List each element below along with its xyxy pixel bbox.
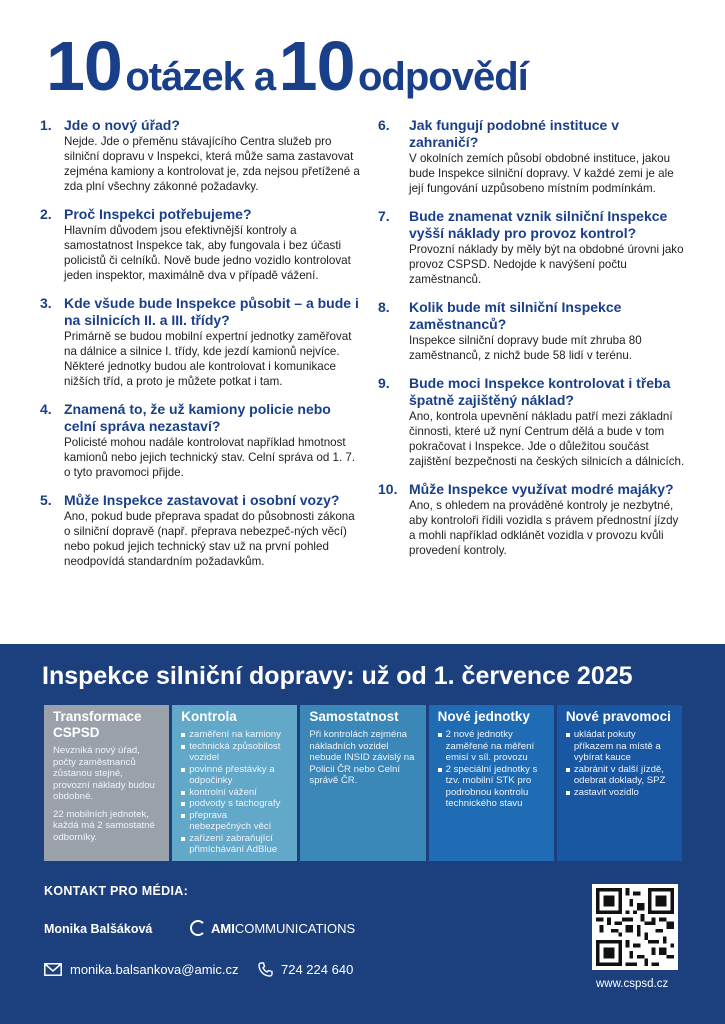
question-number: 5. — [40, 492, 52, 508]
card-paragraph: Nevzniká nový úřad, počty zaměstnanců zůstanou stejné, provozní náklady budou obdobné. — [53, 745, 155, 802]
qa-item — [378, 117, 688, 196]
answer-text: Primárně se budou mobilní expertní jednotky zaměřovat na dálnice a silnice I. třídy, kde jezdí kamionů nejvíce. Některé jednotky budou ale kontrolovat i komunikace nižších tříd, a proto je můžete potkat i tam. — [64, 330, 352, 388]
title-number-2: 10 — [278, 27, 355, 105]
card-bullet: 2 speciální jednotky s tzv. mobilní STK pro podrobnou kontrolu technického stavu — [438, 764, 546, 810]
question-text: Znamená to, že už kamiony policie nebo celní správa nezastaví? — [64, 401, 331, 434]
qa-item — [378, 299, 688, 363]
answer-text: Inspekce silniční dopravy bude mít zhruba 80 zaměstnanců, z nichž bude 58 lidí v terénu. — [409, 334, 642, 362]
card-heading: Kontrola — [181, 709, 237, 724]
card-bullet: kontrolní vážení — [181, 787, 289, 799]
question-number: 4. — [40, 401, 52, 417]
qa-item — [40, 117, 360, 194]
answer-text: Provozní náklady by měly být na obdobné úrovni jako provoz CSPSD. Nedojde k navýšení počtu zaměstnanců. — [409, 243, 684, 286]
agency-name-rest: COMMUNICATIONS — [234, 920, 356, 936]
agency-name-bold: AMI — [211, 920, 235, 936]
title-word-1: otázek a — [125, 55, 276, 99]
card-bullet: podvody s tachografy — [181, 798, 289, 810]
question-number: 8. — [378, 299, 390, 315]
question-text: Kde všude bude Inspekce působit – a bude i na silnicích II. a III. třídy? — [64, 295, 359, 328]
card-bullet: ukládat pokuty příkazem na místě a vybírat kauce — [566, 729, 674, 764]
card-transformace — [44, 705, 169, 861]
qr-code[interactable] — [592, 884, 678, 970]
qr-code-image — [596, 888, 674, 966]
question-number: 9. — [378, 375, 390, 391]
qa-item — [40, 206, 360, 283]
questions-left-column — [40, 117, 360, 581]
question-text: Jak fungují podobné instituce v zahraničí? — [409, 117, 620, 150]
card-bullet: zařízení zabraňující přimíchávání AdBlue — [181, 833, 289, 856]
website-url[interactable]: www.cspsd.cz — [596, 978, 669, 990]
answer-text: Ano, s ohledem na prováděné kontroly je nezbytné, aby kontroloři řídili vozidla s právem přednostní jízdy a mohli například odklánět vozidla v provozu kvůli provedení kontroly. — [409, 499, 679, 557]
card-bullet: přeprava nebezpečných věcí — [181, 810, 289, 833]
phone-number[interactable]: 724 224 640 — [281, 962, 354, 977]
answer-text: Nejde. Jde o přeměnu stávajícího Centra služeb pro silniční dopravu v Inspekci, která může sama zastavovat zejména kamiony a kontrolovat je, zda nejsou přetížené a zda plní všechny zákonné požadavky. — [64, 135, 360, 193]
card-heading: Samostatnost — [309, 709, 399, 724]
card-paragraph: Při kontrolách zejména nákladních vozidel nebude INSID závislý na Policii ČR nebo Celní správě ČR. — [309, 729, 415, 786]
answer-text: Ano, pokud bude přeprava spadat do působnosti zákona o silniční dopravě (např. přeprava nebezpeč-ných věcí) nebo pokud jejich technický stav už na první pohled neodpovídá standardním požadavkům. — [64, 510, 355, 568]
question-text: Bude znamenat vznik silniční Inspekce vyšší náklady pro provoz kontrol? — [409, 208, 668, 241]
card-paragraph: 22 mobilních jednotek, každá má 2 samostatné odborníky. — [53, 808, 155, 843]
question-number: 10. — [378, 481, 398, 497]
band-title: Inspekce silniční dopravy: už od 1. července 2025 — [42, 662, 633, 690]
contact-name: Monika Balšáková — [44, 922, 153, 936]
qa-item — [378, 208, 688, 287]
card-heading: Transformace CSPSD — [53, 709, 142, 740]
card-nove-jednotky — [429, 705, 554, 861]
title-number-1: 10 — [46, 27, 122, 105]
answer-text: V okolních zemích působí obdobné instituce, jakou bude Inspekce silniční dopravy. V každé zemi je ale její fungování uzpůsobeno místním podmínkám. — [409, 152, 674, 195]
qa-item — [40, 492, 360, 569]
email-contact[interactable] — [44, 962, 239, 977]
card-bullet: zastavit vozidlo — [566, 787, 674, 799]
qa-item — [378, 375, 688, 469]
phone-icon — [258, 962, 273, 977]
question-text: Může Inspekce využívat modré majáky? — [409, 481, 674, 497]
question-text: Jde o nový úřad? — [64, 117, 180, 133]
card-heading: Nové jednotky — [437, 709, 530, 724]
answer-text: Ano, kontrola upevnění nákladu patří mezi základní činnosti, které už nyní Centrum dělá a bude v tom pokračovat i Inspekce. Jde o důležitou součást zajištění bezpečnosti na českých silnicích a dálnicích. — [409, 410, 685, 468]
card-bullet: povinné přestávky a odpočinky — [181, 764, 289, 787]
info-band — [0, 644, 725, 1024]
agency-logo — [190, 920, 355, 936]
card-kontrola — [172, 705, 297, 861]
question-number: 3. — [40, 295, 52, 311]
qa-item — [40, 295, 360, 389]
question-text: Bude moci Inspekce kontrolovat i třeba špatně zajištěný náklad? — [409, 375, 671, 408]
email-link[interactable]: monika.balsankova@amic.cz — [70, 962, 239, 977]
card-heading: Nové pravomoci — [565, 709, 671, 724]
questions-right-column — [378, 117, 688, 570]
qa-item — [40, 401, 360, 480]
question-text: Může Inspekce zastavovat i osobní vozy? — [64, 492, 340, 508]
answer-text: Hlavním důvodem jsou efektivnější kontroly a samostatnost Inspekce tak, aby fungovala i bez účasti policistů či celníků. Nově bude jedno vozidlo kontrolovat jeden inspektor, maximálně dva v případě vážení. — [64, 224, 351, 282]
card-nove-pravomoci — [557, 705, 682, 861]
answer-text: Policisté mohou nadále kontrolovat například hmotnost kamionů nebo jejich technický stav. Celní správa od 1. 7. o tyto pravomoci přijde. — [64, 436, 356, 479]
card-bullet: technická způsobilost vozidel — [181, 741, 289, 764]
question-number: 1. — [40, 117, 52, 133]
question-number: 6. — [378, 117, 390, 133]
question-number: 7. — [378, 208, 390, 224]
card-samostatnost — [300, 705, 425, 861]
qa-item — [378, 481, 688, 558]
envelope-icon — [44, 963, 62, 976]
card-bullet: zaměření na kamiony — [181, 729, 289, 741]
question-text: Proč Inspekci potřebujeme? — [64, 206, 252, 222]
title-word-2: odpovědí — [357, 55, 528, 99]
card-bullet: 2 nové jednotky zaměřené na měření emisí v síl. provozu — [438, 729, 546, 764]
feature-cards — [44, 705, 682, 861]
contact-label: KONTAKT PRO MÉDIA: — [44, 884, 189, 898]
question-text: Kolik bude mít silniční Inspekce zaměstnanců? — [409, 299, 622, 332]
ami-logo-icon — [190, 920, 206, 936]
card-bullet: zabránit v další jízdě, odebrat doklady, SPZ — [566, 764, 674, 787]
phone-contact[interactable] — [258, 962, 353, 977]
page-title — [46, 26, 528, 106]
question-number: 2. — [40, 206, 52, 222]
